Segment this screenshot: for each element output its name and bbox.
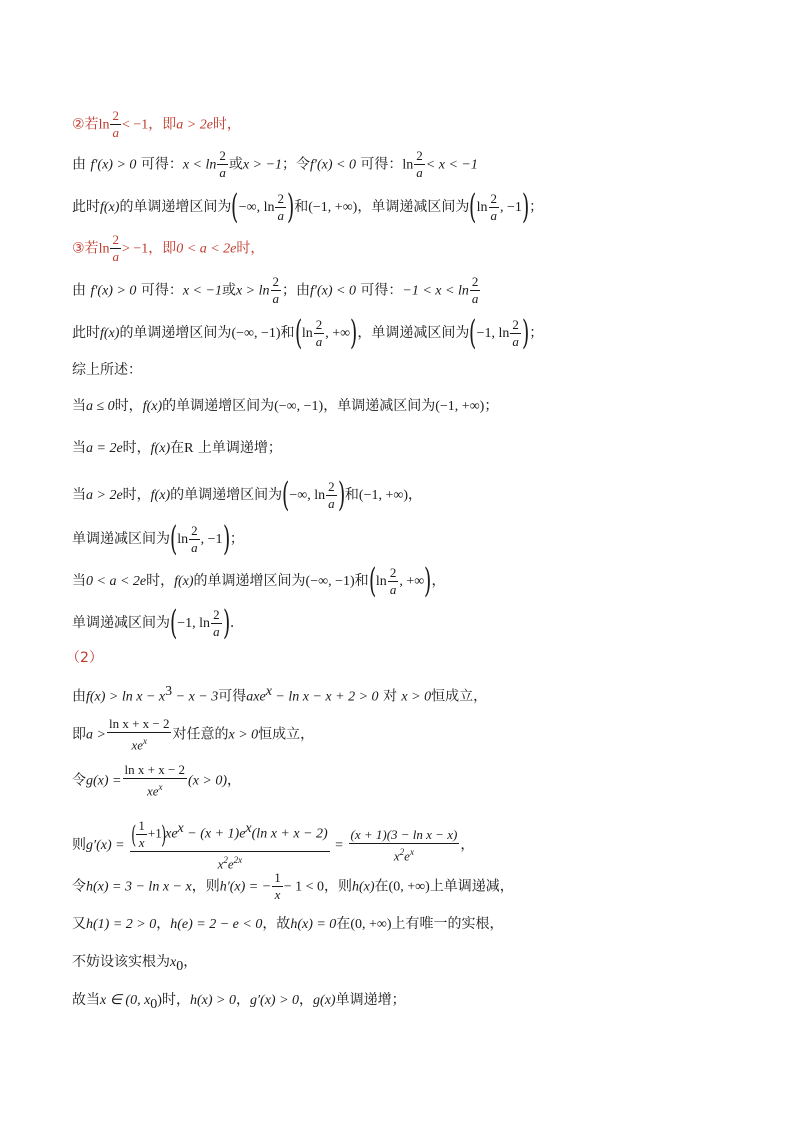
derivative-solution-line: 由 f′(x) > 0 可得：x < ln $\frac{2}{a}$ 或x > −1；令f′(x) < 0 可得：ln $\frac{2}{a}$ < x < −1 [72,148,478,180]
monotonic-intervals-line: 此时f(x)的单调递增区间为(−∞, ln $\frac{2}{a}$ )和(−1, +∞)，单调递减区间为(ln $\frac{2}{a}$ , −1)； [72,187,544,227]
part-2-label: （2） [66,650,103,666]
summary-case-a-gt-2e: 当a > 2e时，f(x)的单调递增区间为(−∞, ln $\frac{2}{a}$ )和(−1, +∞)， [72,475,423,515]
monotonic-intervals-line: 此时f(x)的单调递增区间为(−∞, −1)和(ln $\frac{2}{a}$ , +∞)，单调递减区间为(−1, ln $\frac{2}{a}$ )； [72,313,544,353]
inequality-transform-line: 由$f(x) > \ln x - x^3 - x - 3$可得axe$^x$ − ln x − x + 2 > 0 对 x > 0恒成立， [72,684,488,705]
root-assumption-line: 不妨设该实根为$x_0$， [72,954,198,974]
g-derivative-line: 则g′(x) = ( $\frac{1}{x}$ $+1)xe^x - (x + 1)e^x(\ln$ x + x − 2) $x^2e^{2x}$ = $\frac{\text{(x + 1)(3 − ln x − x)}}{x^2e^x}$ ， [72,818,475,872]
derivative-solution-line: 由 f′(x) > 0 可得：x < −1或x > ln $\frac{2}{a}$ ；由f′(x) < 0 可得：−1 < x < ln $\frac{2}{a}$ [72,274,479,306]
summary-decreasing-interval: 单调递减区间为(−1, ln $\frac{2}{a}$ ). [72,603,235,643]
case-2-condition: ②若ln $\frac{2}{a}$ < −1，即a > 2e时， [72,108,241,140]
summary-case-a-le-0: 当a ≤ 0时，f(x)的单调递增区间为(−∞, −1)，单调递减区间为(−1, +∞)； [72,398,499,414]
summary-case-a-eq-2e: 当a = 2e时，f(x)在R 上单调递增； [72,440,282,456]
equivalent-inequality-line: 即a > $\frac{\text{ln x + x − 2}}{xe^x}$ 对任意的x > 0恒成立， [72,716,315,753]
define-g-line: 令g(x) = $\frac{\text{ln x + x − 2}}{xe^x}$ (x > 0)， [72,762,242,799]
summary-heading: 综上所述： [72,362,142,378]
case-3-condition: ③若ln $\frac{2}{a}$ > −1，即0 < a < 2e时， [72,232,265,264]
define-h-line: 令h(x) = 3 − ln x − x，则h′(x) = − $\frac{1}{x}$ − 1 < 0，则h(x)在(0, +∞)上单调递减， [72,870,514,902]
g-increasing-line: 故当x ∈ (0, $x_0$)时，h(x) > 0，g′(x) > 0，g(x)单调递增； [72,992,406,1012]
summary-decreasing-interval: 单调递减区间为(ln $\frac{2}{a}$ , −1)； [72,519,244,559]
unique-root-line: 又h(1) = 2 > 0，h(e) = 2 − e < 0，故h(x) = 0在(0, +∞)上有唯一的实根， [72,916,504,932]
summary-case-0-lt-a-lt-2e: 当0 < a < 2e时，f(x)的单调递增区间为(−∞, −1)和(ln $\frac{2}{a}$ , +∞)， [72,561,446,601]
